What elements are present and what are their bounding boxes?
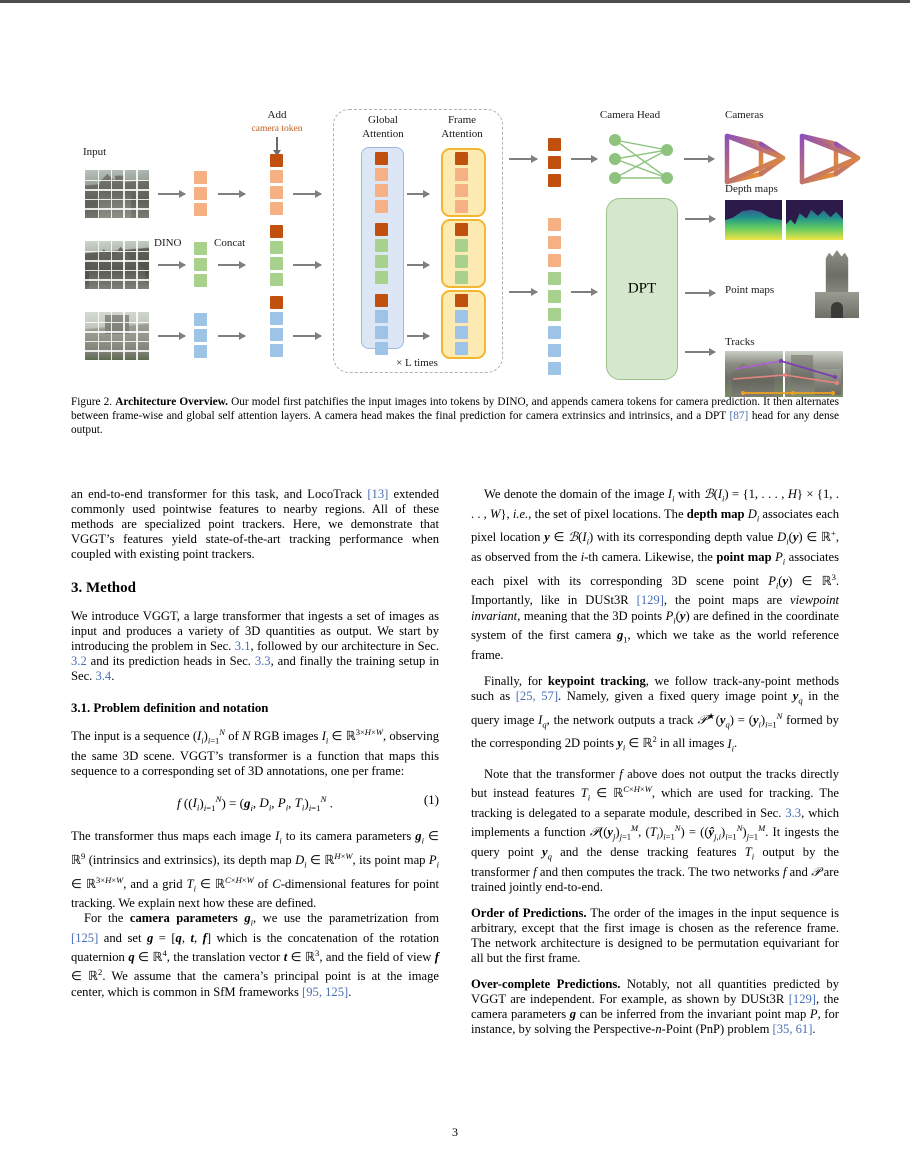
token-c2-a (270, 241, 283, 254)
arrow-dpt-to-depthmaps (685, 218, 715, 220)
cp-text-1: For the (84, 911, 130, 926)
point-map-bold: point map (716, 550, 772, 565)
figure-label-dino: DINO (154, 237, 182, 249)
global-token-g2 (375, 255, 388, 268)
equation-1: f $((I_i)_{i=1}^N) = (g_i$, $D_i$, $P_i$, $T_i)_{i=1}^N$ . (1) (177, 792, 439, 814)
arrow-global-to-frame-1 (407, 193, 429, 195)
ref-3-1[interactable]: 3.1 (234, 638, 251, 653)
frame-token-p1 (455, 168, 468, 181)
input-thumbnail-3 (85, 312, 149, 360)
token-f1-b (194, 187, 207, 200)
camera-head-mlp-graph (605, 132, 677, 188)
frame-token-b2 (455, 326, 468, 339)
frame-token-g3 (455, 271, 468, 284)
global-token-g3 (375, 271, 388, 284)
arrow-input-to-dino-3 (158, 335, 185, 337)
mi-text-1: We introduce VGGT, a large transformer that ingests a set of images as input and produces a variety of 3D quantities as output. We start by introducing the problem in Sec. (71, 608, 439, 653)
dpt-head-box[interactable] (606, 198, 678, 380)
token-f2-b (194, 258, 207, 271)
out-patch-token-p2 (548, 236, 561, 249)
figure-label-depth-maps: Depth maps (725, 183, 778, 195)
depth-map-2 (786, 200, 843, 240)
ref-129-a[interactable]: [129] (636, 593, 664, 608)
figure-label-cameras: Cameras (725, 109, 764, 121)
camera-token-f3 (270, 296, 283, 309)
frame-token-cam3 (455, 294, 468, 307)
paragraph-domain-definition: We denote the domain of the image $I_i$ with $ℬ(I_i) = \{1$, . . . , H} × {1, . . . , W}, i.e., the set of pixel locations. The depth map $D_i$ associates each pixel location y ∈ $ℬ(I_i)$ with its corresponding depth value $D_i(y)$ ∈ ℝ+, as observed from the i-th camera. Likewise, the point map $P_i$ associates each pixel with its corresponding 3D scene point $P_i(y)$ ∈ ℝ$^3$. Importantly, like in DUSt3R [129], the point maps are viewpoint invariant, meaning that the 3D points $P_i(y)$ are defined in the coordinate system of the first camera $g_1$, which we take as the world reference frame. (471, 487, 840, 662)
arrow-global-to-frame-3 (407, 335, 429, 337)
frame-token-b1 (455, 310, 468, 323)
out-patch-token-p1 (548, 218, 561, 231)
point-map-render (811, 248, 863, 318)
ref-25-57[interactable]: [25, 57] (515, 688, 559, 703)
ref-3-4[interactable]: 3.4 (95, 668, 112, 683)
global-token-p1 (375, 168, 388, 181)
frame-token-p2 (455, 184, 468, 197)
figure-label-add: Add (267, 109, 287, 121)
arrow-dino-to-concat-1 (218, 193, 245, 195)
arrow-input-to-dino-1 (158, 193, 185, 195)
camera-token-f1 (270, 154, 283, 167)
token-c3-a (270, 312, 283, 325)
input-thumbnail-2 (85, 241, 149, 289)
out-patch-token-g2 (548, 290, 561, 303)
frame-token-g2 (455, 255, 468, 268)
token-f3-b (194, 329, 207, 342)
arrow-dpt-to-tracks (685, 351, 715, 353)
token-c1-a (270, 170, 283, 183)
viewpoint-invariant-italic: viewpoint invariant (471, 593, 839, 623)
figure-caption (71, 395, 839, 438)
rw-text-2: extended commonly used pointwise features to nearby regions. All of these methods are specialized point trackers. Here, we demonstrate that VGGT’s features yield state-of-the-art tracking performance when coupled with existing point trackers. (71, 487, 439, 562)
figure-architecture-overview (71, 108, 839, 378)
frame-token-g1 (455, 239, 468, 252)
caption-ref-87[interactable]: [87] (729, 410, 749, 423)
overcomplete-bold: Over-complete Predictions. (471, 977, 621, 992)
figure-label-l-times: × L times (396, 357, 438, 369)
global-token-b2 (375, 326, 388, 339)
ref-95-125[interactable]: [95, 125] (302, 984, 349, 999)
token-f1-c (194, 203, 207, 216)
token-c2-c (270, 273, 283, 286)
arrow-tokens-to-camerahead (571, 158, 597, 160)
global-token-cam2 (375, 223, 388, 236)
out-camera-token-1 (548, 138, 561, 151)
ref-3-3-left[interactable]: 3.3 (254, 653, 271, 668)
paragraph-keypoint-tracking: Finally, for keypoint tracking, we follow track-any-point methods such as [25, 57]. Namely, given a fixed query image point $y_q$ in the query image $I_q$, the network outputs a track $𝒫^★(y_q) = (y_i)_{i=1}^N$ formed by the corresponding 2D points $y_i$ ∈ ℝ$^2$ in all images $I_i$. (471, 673, 840, 754)
out-patch-token-g3 (548, 308, 561, 321)
arrow-camerahead-to-cameras (684, 158, 714, 160)
mi-text-2: , followed by our architecture in Sec. (250, 638, 439, 653)
global-token-cam1 (375, 152, 388, 165)
frame-token-cam1 (455, 152, 468, 165)
caption-title: Architecture Overview. (115, 396, 228, 408)
out-camera-token-2 (548, 156, 561, 169)
out-patch-token-b2 (548, 344, 561, 357)
ref-129-b[interactable]: [129] (788, 992, 816, 1007)
global-token-p2 (375, 184, 388, 197)
mi-text-4: , and finally the training setup in Sec. (71, 653, 439, 683)
token-f3-a (194, 313, 207, 326)
figure-label-global-attention-line1: Global (368, 114, 398, 126)
token-f2-c (194, 274, 207, 287)
token-f2-a (194, 242, 207, 255)
figure-label-point-maps: Point maps (725, 284, 775, 296)
tracks-render (725, 351, 843, 397)
frame-token-b3 (455, 342, 468, 355)
arrow-add-camera-token (276, 137, 278, 151)
global-token-cam3 (375, 294, 388, 307)
page-number: 3 (452, 1125, 458, 1139)
mi-text-3: and its prediction heads in Sec. (86, 653, 255, 668)
arrow-attention-to-camhead (509, 158, 537, 160)
global-token-p3 (375, 200, 388, 213)
arrow-dino-to-concat-2 (218, 264, 245, 266)
global-token-b3 (375, 342, 388, 355)
camera-frustum-1 (721, 128, 791, 190)
paragraph-transformer-maps: The transformer thus maps each image $I_i$ to its camera parameters $g_i$ ∈ ℝ$^9$ (intrinsics and extrinsics), its depth map $D_i$ ∈ ℝ$^{H\times W}$, its point map $P_i$ ∈ ℝ$^{3\times H\times W}$, and a grid $T_i$ ∈ ℝ$^{C\times H\times W}$ of C-dimensional features for point tracking. We explain next how these are defined. (71, 829, 439, 911)
out-patch-token-g1 (548, 272, 561, 285)
figure-label-concat: Concat (214, 237, 246, 249)
arrow-dpt-to-pointmaps (685, 292, 715, 294)
arrow-attention-to-dpt (509, 291, 537, 293)
out-patch-token-b1 (548, 326, 561, 339)
ref-3-2[interactable]: 3.2 (71, 653, 87, 668)
order-of-predictions-bold: Order of Predictions. (471, 905, 587, 920)
figure-label-input: Input (83, 146, 107, 158)
ref-125[interactable]: [125] (71, 931, 99, 946)
paper-page (0, 3, 910, 1166)
paragraph-order-of-predictions (471, 906, 839, 966)
figure-label-frame-attention-line2: Attention (441, 128, 483, 140)
paragraph-overcomplete-predictions: Over-complete Predictions. Notably, not all quantities predicted by VGGT are independent. For example, as shown by DUSt3R [129], the camera parameters g can be inferred from the invariant point map P, for instance, by solving the Perspective-n-Point (PnP) problem [35, 61]. (471, 977, 840, 1037)
depth-map-bold: depth map (686, 506, 745, 521)
equation-1-number: (1) (423, 792, 439, 808)
paragraph-problem-definition: The input is a sequence $(I_i)_{i=1}^N$ of N RGB images $I_i$ ∈ ℝ$^{3\times H\times W}$, observing the same 3D scene. VGGT’s transformer is a function that maps this sequence to a corresponding set of 3D annotations, one per frame: (71, 727, 439, 779)
section-heading-method: 3. Method (71, 580, 136, 597)
token-f1-a (194, 171, 207, 184)
rw-text-1: an end-to-end transformer for this task, and LocoTrack (71, 487, 368, 501)
arrow-tokens-to-dptbox (571, 291, 597, 293)
figure-label-tracks: Tracks (725, 336, 755, 348)
paragraph-method-intro (71, 609, 439, 684)
keypoint-tracking-bold: keypoint tracking (547, 673, 646, 688)
caption-body-2: head for any dense output. (71, 410, 839, 437)
ref-13[interactable]: [13] (367, 487, 389, 501)
out-patch-token-b3 (548, 362, 561, 375)
arrow-global-to-frame-2 (407, 264, 429, 266)
token-f3-c (194, 345, 207, 358)
figure-label-frame-attention-line1: Frame (447, 114, 477, 126)
cp-bold: camera parameters (129, 911, 238, 926)
token-c1-b (270, 186, 283, 199)
global-token-b1 (375, 310, 388, 323)
arrow-input-to-dino-2 (158, 264, 185, 266)
figure-label-camera-head: Camera Head (599, 109, 661, 121)
paragraph-camera-parameters: For the camera parameters $g_i$, we use the parametrization from [125] and set g = [q, t, f] which is the concatenation of the rotation quaternion q ∈ ℝ$^4$, the translation vector t ∈ ℝ$^3$, and the field of view f ∈ ℝ$^2$. We assume that the camera’s principal point is at the image center, which is common in SfM frameworks [95, 125]. (71, 911, 440, 999)
depth-map-1 (725, 200, 782, 240)
arrow-concat-to-attention-1 (293, 193, 321, 195)
camera-token-f2 (270, 225, 283, 238)
token-c3-b (270, 328, 283, 341)
token-c1-c (270, 202, 283, 215)
caption-body-1: Our model first patchifies the input images into tokens by DINO, and appends camera tokens for camera prediction. It then alternates between frame-wise and global self attention layers. A camera head makes the final prediction for camera extrinsics and intrinsics, and a DPT (71, 396, 839, 423)
frame-token-cam2 (455, 223, 468, 236)
input-thumbnail-1 (85, 170, 149, 218)
camera-frustum-2 (796, 128, 866, 190)
paragraph-related-work-continued (71, 487, 439, 562)
out-camera-token-3 (548, 174, 561, 187)
arrow-dino-to-concat-3 (218, 335, 245, 337)
token-c2-b (270, 257, 283, 270)
out-patch-token-p3 (548, 254, 561, 267)
figure-label-global-attention-line2: Attention (362, 128, 404, 140)
arrow-concat-to-attention-2 (293, 264, 321, 266)
caption-prefix: Figure 2. (71, 396, 113, 408)
ref-3-3-right[interactable]: 3.3 (785, 806, 802, 821)
figure-label-camera-token: camera token (251, 124, 303, 134)
text-column-right (471, 487, 839, 1037)
dpt-head-label: DPT (627, 280, 657, 297)
global-token-g1 (375, 239, 388, 252)
kp-text-1: Finally, for (484, 673, 548, 688)
ie-italic: i.e. (512, 506, 529, 521)
paragraph-note-transformer: Note that the transformer f above does not output the tracks directly but instead features $T_i$ ∈ ℝ$^{C\times H\times W}$, which are used for tracking. The tracking is delegated to a separate module, described in Sec. 3.3, which implements a function $𝒫((y_j)_{j=1}^M$, $(T_i)_{i=1}^N$) = $((ŷ_{j,i})_{i=1}^N)_{j=1}^M$. It ingests the query point $y_q$ and the dense tracking features $T_i$ output by the transformer f and then computes the track. The two networks f and 𝒫 are trained jointly end-to-end. (471, 767, 839, 894)
token-c3-c (270, 344, 283, 357)
subsection-heading-problem-definition: 3.1. Problem definition and notation (71, 701, 269, 716)
mi-text-5: . (111, 668, 115, 683)
order-of-predictions-body: The order of the images in the input sequence is arbitrary, except that the first image is chosen as the reference frame. The network architecture is designed to be permutation equivariant for all but the first frame. (471, 905, 839, 965)
text-column-left (71, 487, 439, 1000)
ref-35-61[interactable]: [35, 61] (772, 1022, 813, 1037)
oc-text-1: Notably, not all quantities predicted by VGGT are independent. For example, as shown by DUSt3R (471, 977, 840, 1007)
frame-token-p3 (455, 200, 468, 213)
arrow-concat-to-attention-3 (293, 335, 321, 337)
